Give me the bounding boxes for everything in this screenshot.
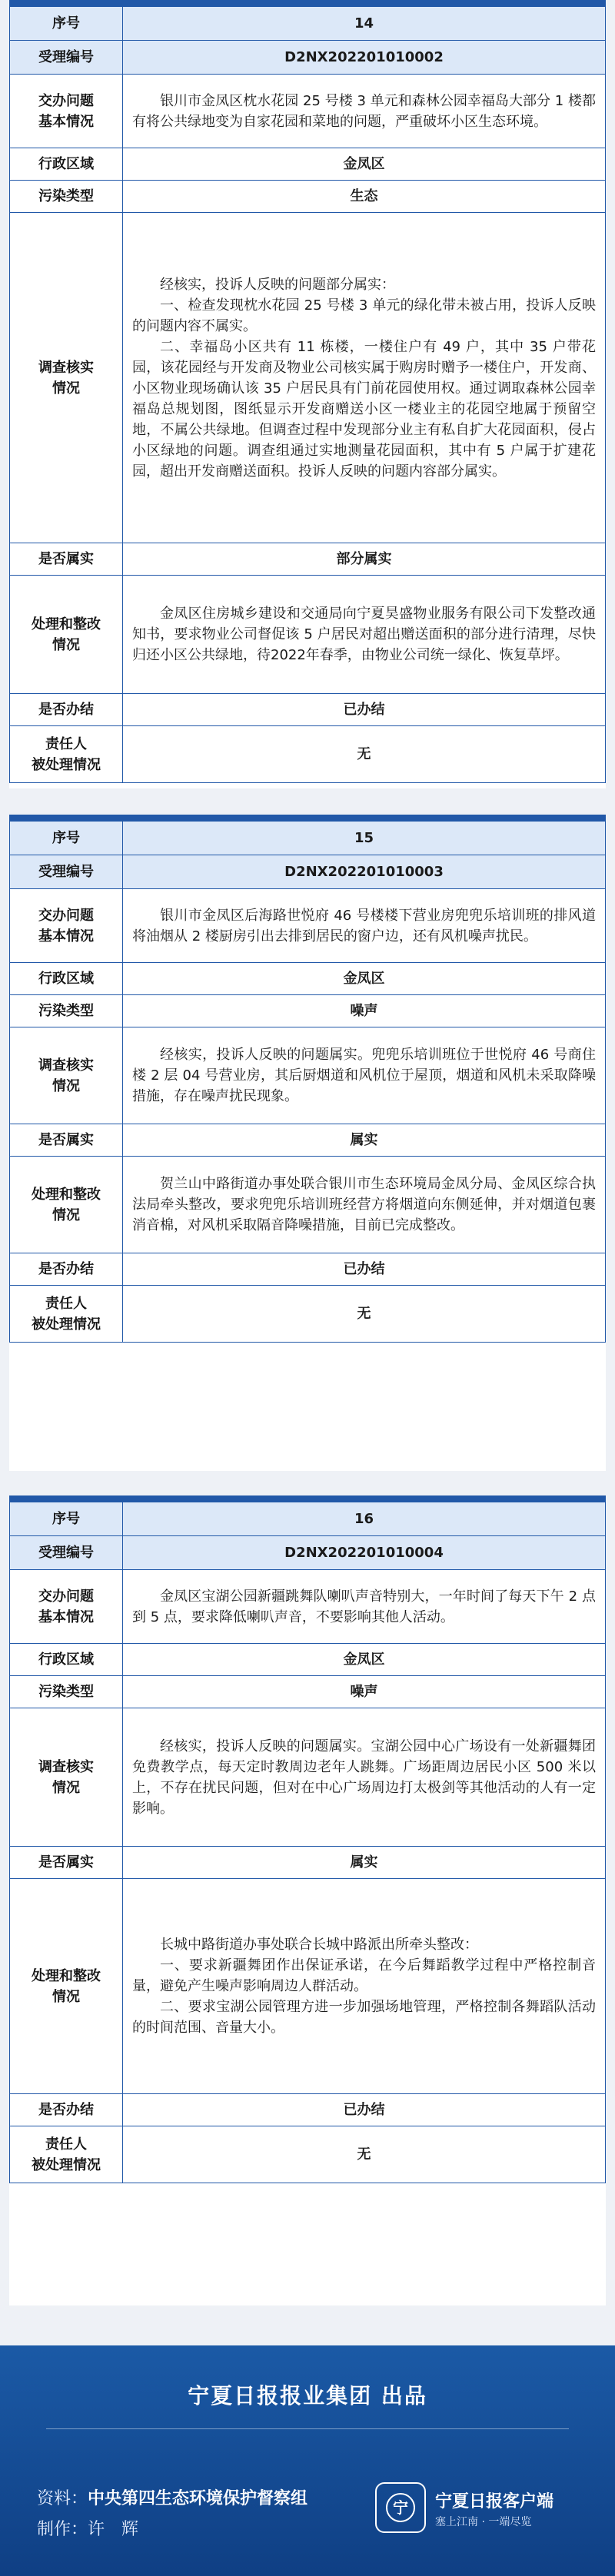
table-row — [10, 213, 606, 543]
survey-paragraph: 一、检查发现枕水花园 25 号楼 3 单元的绿化带未被占用，投诉人反映的问题内容不属实。 — [132, 297, 596, 334]
table-row — [10, 75, 606, 148]
pollution-value: 噪声 — [123, 1676, 606, 1708]
basic-label: 交办问题 基本情况 — [10, 1570, 123, 1644]
seq-value: 14 — [123, 7, 606, 41]
case-no-value: D2NX202201010002 — [123, 41, 606, 75]
app-logo-mark — [384, 2491, 417, 2525]
done-label: 是否办结 — [10, 2094, 123, 2126]
table-row — [10, 1536, 606, 1570]
basic-value — [123, 889, 606, 963]
district-value: 金凤区 — [123, 1644, 606, 1676]
survey-value — [123, 1027, 606, 1124]
handling-paragraph: 贺兰山中路街道办事处联合银川市生态环境局金凤分局、金凤区综合执法局牵头整改，要求兜兜乐培训班经营方将烟道向东侧延伸，并对烟道包裹消音棉，对风机采取隔音降噪措施，目前已完成整改。 — [132, 1176, 596, 1233]
table-row — [10, 576, 606, 694]
handling-label: 处理和整改 情况 — [10, 1157, 123, 1253]
pollution-label: 污染类型 — [10, 181, 123, 213]
source-line — [37, 2485, 308, 2509]
done-value: 已办结 — [123, 2094, 606, 2126]
logo-glyph: 宁 — [393, 2498, 408, 2517]
case-table — [9, 1502, 606, 2183]
table-row — [10, 1570, 606, 1644]
responsible-label: 责任人 被处理情况 — [10, 1286, 123, 1343]
table-row — [10, 181, 606, 213]
table-row — [10, 855, 606, 889]
basic-label: 交办问题 基本情况 — [10, 75, 123, 148]
table-row — [10, 1676, 606, 1708]
done-value: 已办结 — [123, 1253, 606, 1286]
case-card — [9, 815, 606, 1471]
table-row — [10, 543, 606, 576]
district-label: 行政区域 — [10, 963, 123, 995]
footer-divider — [46, 2428, 569, 2429]
survey-paragraph: 经核实，投诉人反映的问题部分属实： — [160, 276, 395, 293]
footer-banner — [0, 2345, 615, 2576]
survey-paragraph: 二、幸福岛小区共有 11 栋楼，一楼住户有 49 户，其中 35 户带花园，该花园经与开发商及物业公司核实属于购房时赠予一楼住户，开发商、小区物业现场确认该 35 户居民具有门前花园使用权。通过调取森林公园幸福岛总规划图，图纸显示开发商赠送小区一楼业主的花园空地属于预留空地，不属公共绿地。但调查过程中发现部分业主有私自扩大花园面积，侵占小区绿地的问题。调查组通过实地测量花园面积，其中有 5 户属于扩建花园，超出开发商赠送面积。投诉人反映的问题内容部分属实。 — [132, 338, 596, 480]
handling-value — [123, 576, 606, 694]
case-table — [9, 821, 606, 1343]
survey-paragraph: 经核实，投诉人反映的问题属实。宝湖公园中心广场设有一处新疆舞团免费教学点，每天定时教周边老年人跳舞。广场距周边居民小区 500 米以上，不存在扰民问题，但对在中心广场周边打太极剑等其他活动的人有一定影响。 — [132, 1738, 596, 1817]
maker-line: 制作：许 辉 — [37, 2520, 139, 2539]
case-card — [9, 0, 606, 788]
publisher-title: 宁夏日报报业集团 出品 — [188, 2383, 427, 2408]
survey-label: 调查核实 情况 — [10, 1708, 123, 1847]
basic-text: 金凤区宝湖公园新疆跳舞队喇叭声音特别大，一年时间了每天下午 2 点到 5 点，要求降低喇叭声音，不要影响其他人活动。 — [132, 1588, 596, 1625]
is-true-value: 属实 — [123, 1847, 606, 1879]
case-no-label: 受理编号 — [10, 855, 123, 889]
seq-value: 15 — [123, 822, 606, 855]
is-true-value: 属实 — [123, 1124, 606, 1157]
table-row — [10, 889, 606, 963]
basic-label: 交办问题 基本情况 — [10, 889, 123, 963]
table-row — [10, 963, 606, 995]
pollution-value: 噪声 — [123, 995, 606, 1027]
survey-value — [123, 213, 606, 543]
handling-paragraph: 金凤区住房城乡建设和交通局向宁夏昊盛物业服务有限公司下发整改通知书，要求物业公司督促该 5 户居民对超出赠送面积的部分进行清理，尽快归还小区公共绿地，待2022年春季，由物业公司统一绿化、恢复草坪。 — [132, 606, 596, 663]
case-no-label: 受理编号 — [10, 1536, 123, 1570]
district-value: 金凤区 — [123, 148, 606, 181]
district-label: 行政区域 — [10, 1644, 123, 1676]
survey-label: 调查核实 情况 — [10, 213, 123, 543]
handling-paragraph: 二、要求宝湖公园管理方进一步加强场地管理，严格控制各舞蹈队活动的时间范围、音量大小。 — [132, 1999, 596, 2036]
table-row — [10, 41, 606, 75]
table-row — [10, 2126, 606, 2183]
table-row — [10, 1502, 606, 1536]
table-row — [10, 7, 606, 41]
seq-label: 序号 — [10, 7, 123, 41]
seq-label: 序号 — [10, 822, 123, 855]
survey-label: 调查核实 情况 — [10, 1027, 123, 1124]
handling-value — [123, 1879, 606, 2094]
district-value: 金凤区 — [123, 963, 606, 995]
table-row — [10, 2094, 606, 2126]
basic-text: 银川市金凤区后海路世悦府 46 号楼楼下营业房兜兜乐培训班的排风道将油烟从 2 楼厨房引出去排到居民的窗户边，还有风机噪声扰民。 — [132, 907, 596, 944]
done-label: 是否办结 — [10, 1253, 123, 1286]
table-row — [10, 694, 606, 726]
is-true-label: 是否属实 — [10, 543, 123, 576]
seq-label: 序号 — [10, 1502, 123, 1536]
brand-block — [435, 2488, 554, 2529]
source-label: 资料： — [37, 2489, 88, 2508]
responsible-label: 责任人 被处理情况 — [10, 726, 123, 783]
seq-value: 16 — [123, 1502, 606, 1536]
table-row — [10, 995, 606, 1027]
table-row — [10, 1124, 606, 1157]
responsible-value: 无 — [123, 726, 606, 783]
responsible-value: 无 — [123, 2126, 606, 2183]
done-label: 是否办结 — [10, 694, 123, 726]
pollution-label: 污染类型 — [10, 1676, 123, 1708]
pollution-label: 污染类型 — [10, 995, 123, 1027]
responsible-label: 责任人 被处理情况 — [10, 2126, 123, 2183]
handling-value — [123, 1157, 606, 1253]
handling-paragraph: 一、要求新疆舞团作出保证承诺，在今后舞蹈教学过程中严格控制音量，避免产生噪声影响周边人群活动。 — [132, 1957, 596, 1994]
survey-paragraph: 经核实，投诉人反映的问题属实。兜兜乐培训班位于世悦府 46 号商住楼 2 层 04 号营业房，其后厨烟道和风机位于屋顶，烟道和风机未采取降噪措施，存在噪声扰民现象。 — [132, 1047, 596, 1104]
case-no-value: D2NX202201010003 — [123, 855, 606, 889]
is-true-label: 是否属实 — [10, 1847, 123, 1879]
done-value: 已办结 — [123, 694, 606, 726]
table-row — [10, 1286, 606, 1343]
table-row — [10, 726, 606, 783]
responsible-value: 无 — [123, 1286, 606, 1343]
brand-name: 宁夏日报客户端 — [435, 2492, 554, 2511]
source-value: 中央第四生态环境保护督察组 — [88, 2489, 308, 2508]
basic-value — [123, 1570, 606, 1644]
table-row — [10, 822, 606, 855]
brand-slogan: 塞上江南 · 一端尽览 — [435, 2516, 532, 2528]
is-true-value: 部分属实 — [123, 543, 606, 576]
table-row — [10, 1253, 606, 1286]
handling-label: 处理和整改 情况 — [10, 1879, 123, 2094]
district-label: 行政区域 — [10, 148, 123, 181]
basic-value — [123, 75, 606, 148]
case-table — [9, 6, 606, 783]
table-row — [10, 1708, 606, 1847]
table-row — [10, 1027, 606, 1124]
case-no-value: D2NX202201010004 — [123, 1536, 606, 1570]
handling-label: 处理和整改 情况 — [10, 576, 123, 694]
table-row — [10, 1644, 606, 1676]
pollution-value: 生态 — [123, 181, 606, 213]
table-row — [10, 1879, 606, 2094]
table-row — [10, 148, 606, 181]
case-card — [9, 1495, 606, 2305]
survey-value — [123, 1708, 606, 1847]
is-true-label: 是否属实 — [10, 1124, 123, 1157]
table-row — [10, 1157, 606, 1253]
handling-paragraph: 长城中路街道办事处联合长城中路派出所牵头整改： — [160, 1937, 478, 1953]
basic-text: 银川市金凤区枕水花园 25 号楼 3 单元和森林公园幸福岛大部分 1 楼都有将公共绿地变为自家花园和菜地的问题，严重破坏小区生态环境。 — [132, 92, 596, 130]
case-no-label: 受理编号 — [10, 41, 123, 75]
app-logo-icon — [375, 2482, 426, 2533]
table-row — [10, 1847, 606, 1879]
